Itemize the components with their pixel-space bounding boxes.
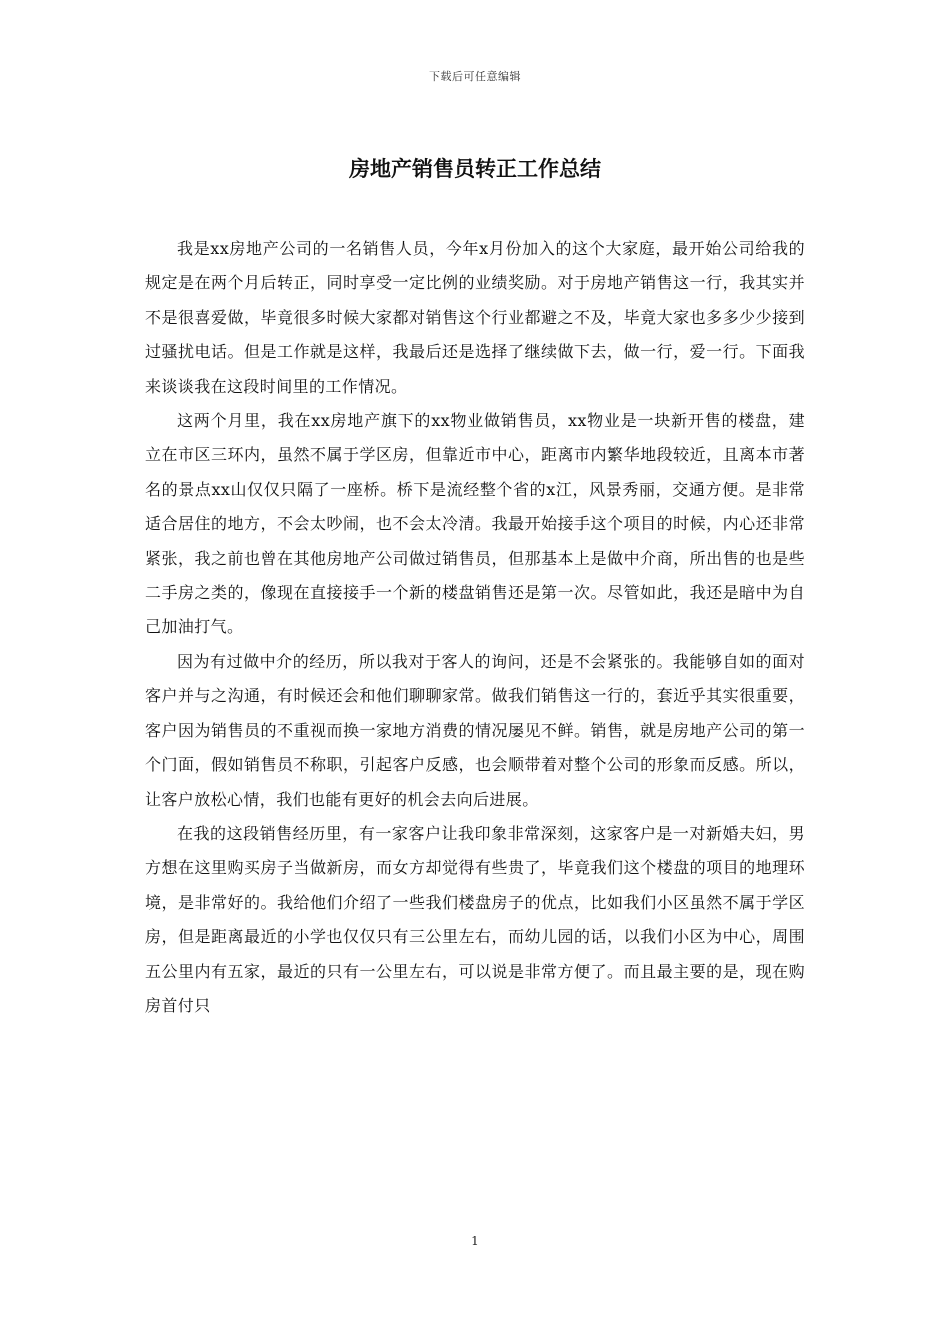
paragraph: 因为有过做中介的经历，所以我对于客人的询问，还是不会紧张的。我能够自如的面对客户并与之沟通，有时候还会和他们聊聊家常。做我们销售这一行的，套近乎其实很重要，客户因为销售员的不重视而换一家地方消费的情况屡见不鲜。销售，就是房地产公司的第一个门面，假如销售员不称职，引起客户反感，也会顺带着对整个公司的形象而反感。所以，让客户放松心情，我们也能有更好的机会去向后进展。 bbox=[145, 651, 805, 809]
document-body bbox=[145, 232, 805, 1023]
paragraph: 这两个月里，我在xx房地产旗下的xx物业做销售员，xx物业是一块新开售的楼盘，建立在市区三环内，虽然不属于学区房，但靠近市中心，距离市内繁华地段较近，且离本市著名的景点xx山仅仅只隔了一座桥。桥下是流经整个省的x江，风景秀丽，交通方便。是非常适合居住的地方，不会太吵闹，也不会太冷清。我最开始接手这个项目的时候，内心还非常紧张，我之前也曾在其他房地产公司做过销售员，但那基本上是做中介商，所出售的也是些二手房之类的，像现在直接接手一个新的楼盘销售还是第一次。尽管如此，我还是暗中为自己加油打气。 bbox=[145, 411, 805, 637]
paragraph: 我是xx房地产公司的一名销售人员，今年x月份加入的这个大家庭，最开始公司给我的规定是在两个月后转正，同时享受一定比例的业绩奖励。对于房地产销售这一行，我其实并不是很喜爱做，毕竟很多时候大家都对销售这个行业都避之不及，毕竟大家也多多少少接到过骚扰电话。但是工作就是这样，我最后还是选择了继续做下去，做一行，爱一行。下面我来谈谈我在这段时间里的工作情况。 bbox=[145, 239, 805, 396]
paragraph: 在我的这段销售经历里，有一家客户让我印象非常深刻，这家客户是一对新婚夫妇，男方想在这里购买房子当做新房，而女方却觉得有些贵了，毕竟我们这个楼盘的项目的地理环境，是非常好的。我给他们介绍了一些我们楼盘房子的优点，比如我们小区虽然不属于学区房，但是距离最近的小学也仅仅只有三公里左右，而幼儿园的话，以我们小区为中心，周围五公里内有五家，最近的只有一公里左右，可以说是非常方便了。而且最主要的是，现在购房首付只 bbox=[145, 823, 805, 1015]
page-number: 1 bbox=[471, 1234, 479, 1248]
header-note: 下载后可任意编辑 bbox=[429, 70, 521, 83]
document-title: 房地产销售员转正工作总结 bbox=[349, 156, 601, 181]
